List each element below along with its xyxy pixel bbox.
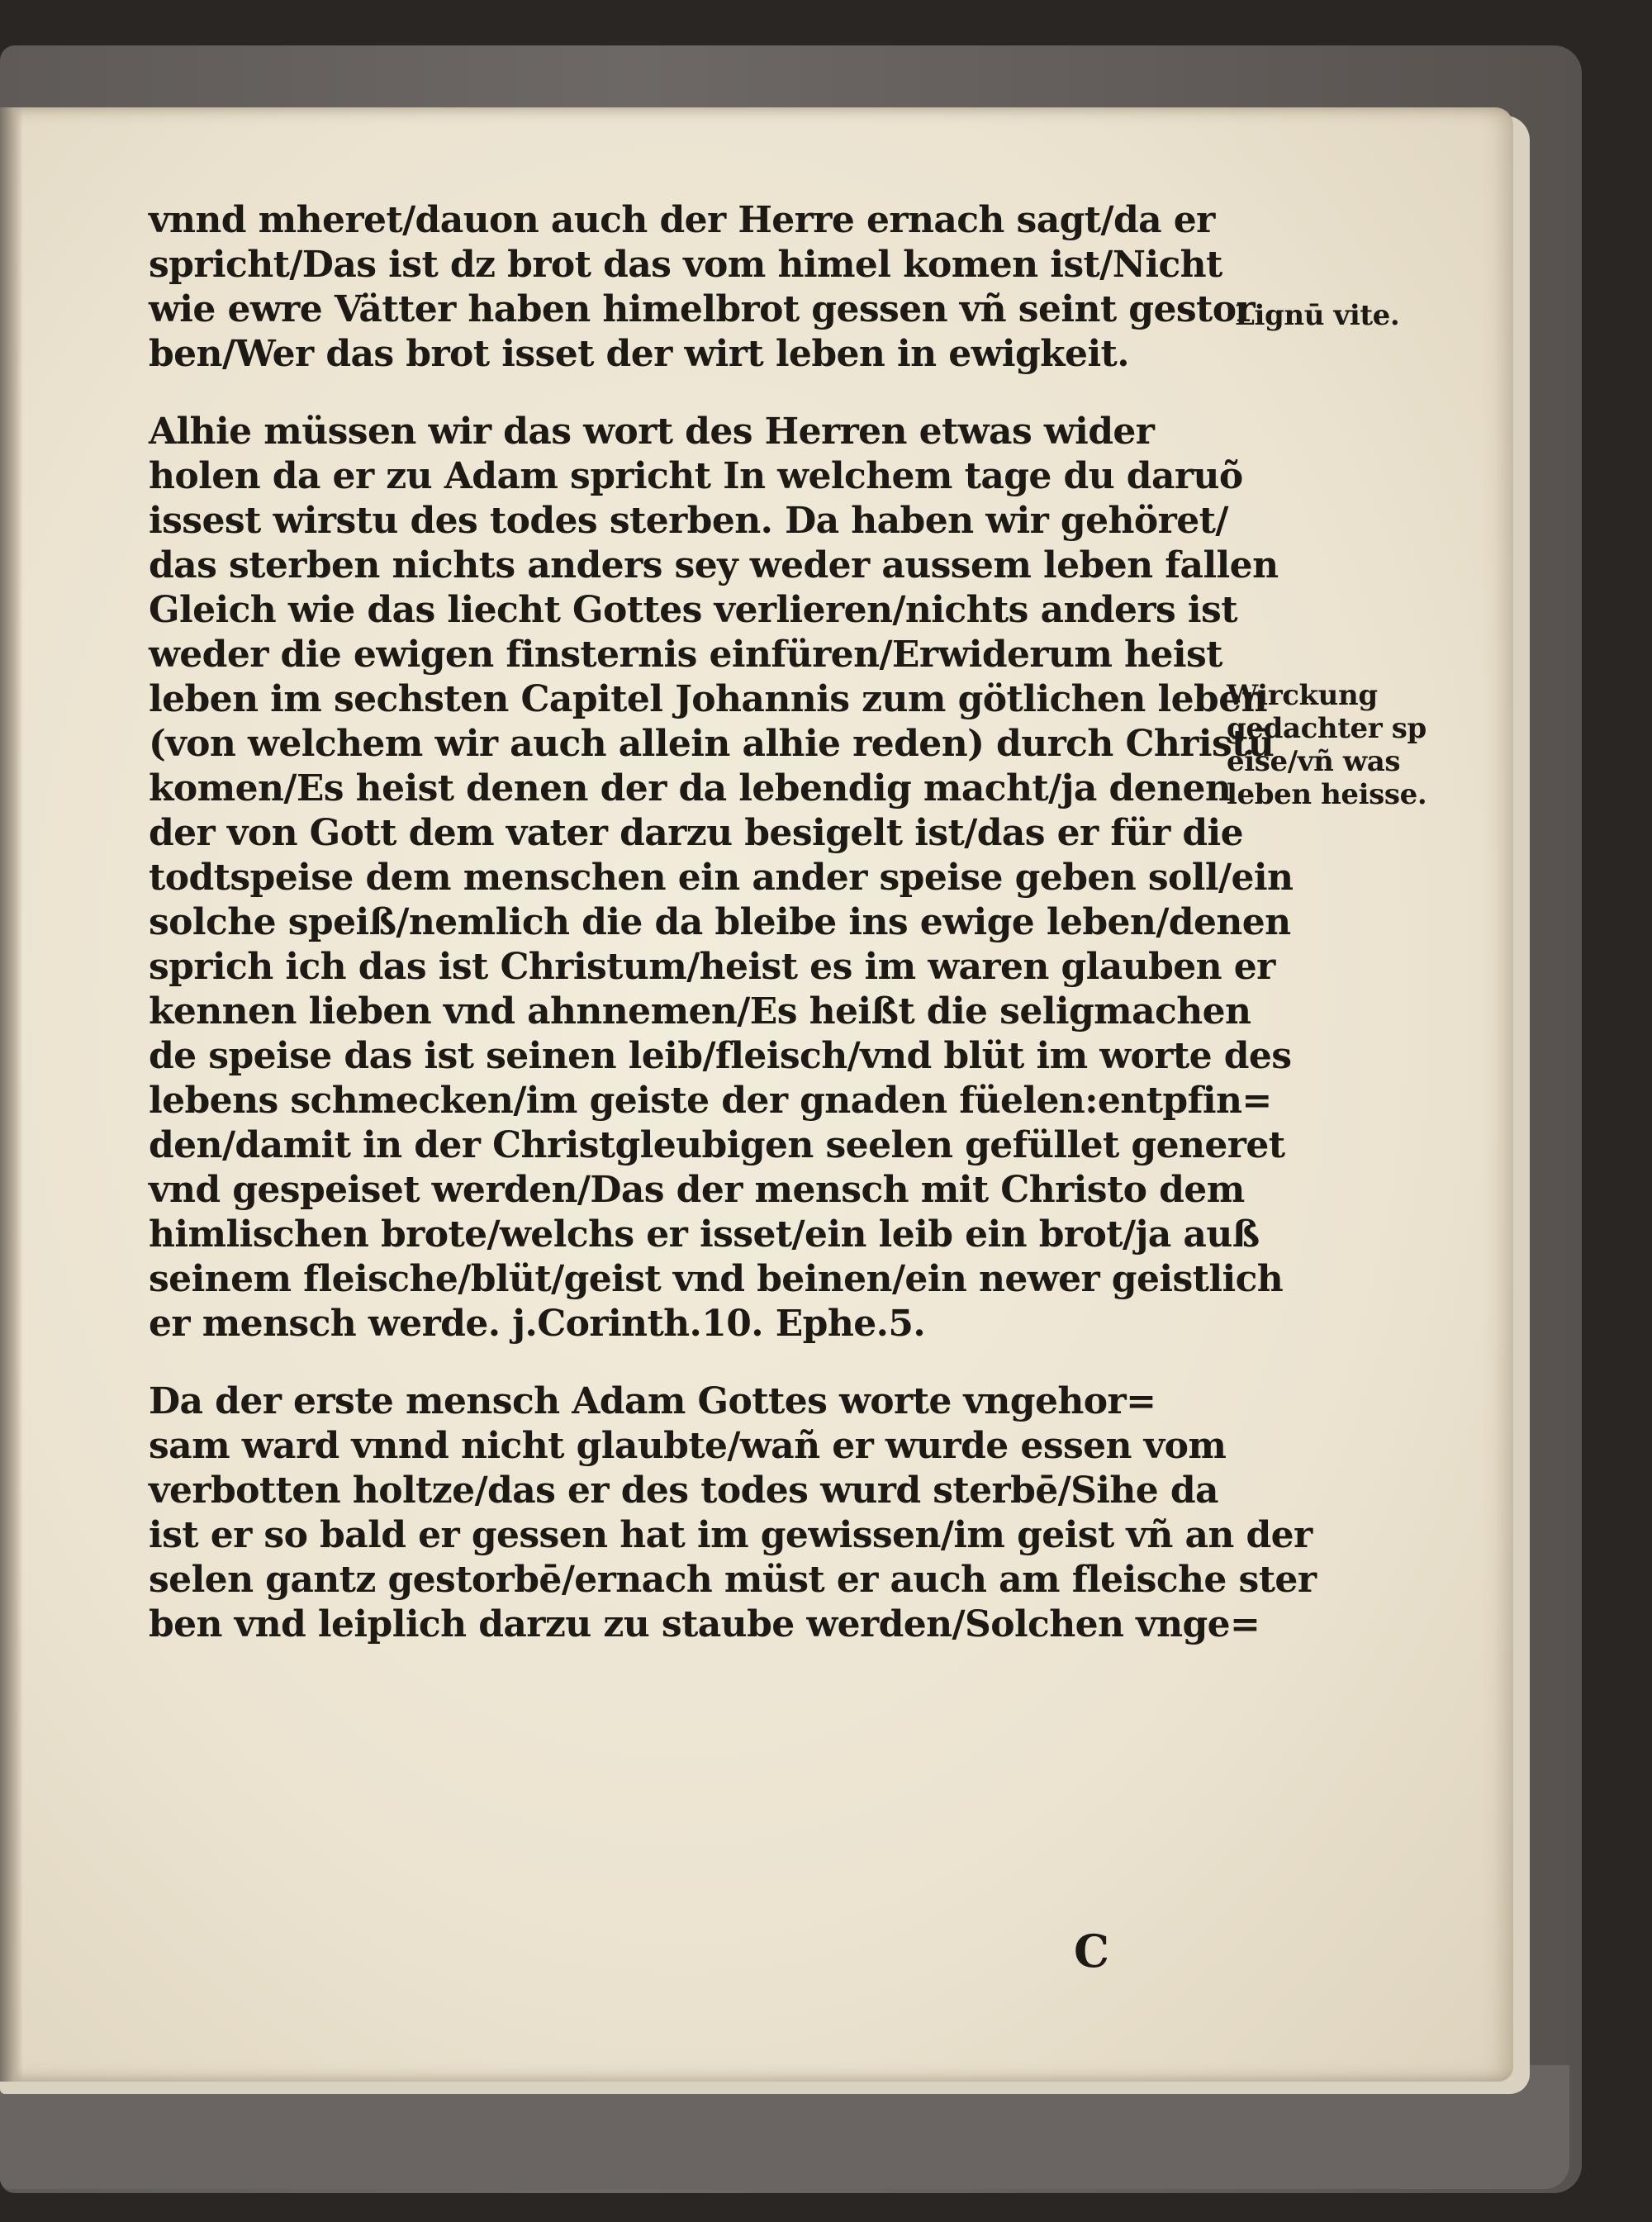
- margin-note-wirckung: [1227, 679, 1427, 811]
- margin-note-line: Lignū vite.: [1235, 299, 1400, 332]
- text-line: selen gantz gestorbē/ernach müst er auch am fleische ster: [149, 1559, 1317, 1601]
- text-line: Gleich wie das liecht Gottes verlieren/nichts anders ist: [149, 589, 1237, 631]
- text-line: ist er so bald er gessen hat im gewissen/im geist vñ an der: [149, 1514, 1313, 1556]
- page-gutter: [0, 107, 23, 2082]
- paragraph-gap: [149, 1346, 1222, 1379]
- text-line: Da der erste mensch Adam Gottes worte vngehor=: [149, 1380, 1156, 1422]
- margin-note-line: gedachter sp: [1227, 712, 1427, 745]
- text-line: komen/Es heist denen der da lebendig macht/ja denen: [149, 767, 1232, 810]
- text-line: leben im sechsten Capitel Johannis zum götlichen leben: [149, 678, 1267, 720]
- text-line: kennen lieben vnd ahnnemen/Es heißt die seligmachen: [149, 990, 1251, 1033]
- paragraph-gap: [149, 377, 1222, 410]
- text-line: Alhie müssen wir das wort des Herren etwas wider: [149, 411, 1155, 453]
- text-line: das sterben nichts anders sey weder aussem leben fallen: [149, 544, 1279, 586]
- text-line: lebens schmecken/im geiste der gnaden füelen:entpfin=: [149, 1080, 1272, 1122]
- margin-note-lignum-vite: [1235, 299, 1399, 332]
- text-line: holen da er zu Adam spricht In welchem tage du daruõ: [149, 455, 1243, 497]
- text-line: ben vnd leiplich darzu zu staube werden/Solchen vnge=: [149, 1603, 1260, 1645]
- text-line: seinem fleische/blüt/geist vnd beinen/ein newer geistlich: [149, 1258, 1284, 1300]
- margin-note-line: leben heisse.: [1227, 778, 1427, 811]
- text-line: vnd gespeiset werden/Das der mensch mit Christo dem: [149, 1169, 1245, 1211]
- text-line: er mensch werde. j.Corinth.10. Ephe.5.: [149, 1303, 926, 1345]
- text-line: solche speiß/nemlich die da bleibe ins ewige leben/denen: [149, 901, 1291, 943]
- text-line: spricht/Das ist dz brot das vom himel komen ist/Nicht: [149, 244, 1222, 286]
- text-line: todtspeise dem menschen ein ander speise geben soll/ein: [149, 857, 1294, 899]
- text-line: himlischen brote/welchs er isset/ein leib ein brot/ja auß: [149, 1213, 1260, 1256]
- text-line: verbotten holtze/das er des todes wurd sterbē/Sihe da: [149, 1469, 1218, 1512]
- text-line: (von welchem wir auch allein alhie reden) durch Christū: [149, 723, 1275, 765]
- text-line: ben/Wer das brot isset der wirt leben in ewigkeit.: [149, 333, 1130, 375]
- signature-mark: C: [1074, 1925, 1109, 1977]
- text-line: vnnd mheret/dauon auch der Herre ernach sagt/da er: [149, 199, 1215, 241]
- text-line: weder die ewigen finsternis einfüren/Erwiderum heist: [149, 634, 1222, 676]
- margin-note-line: Wirckung: [1227, 679, 1378, 712]
- margin-note-line: eise/vñ was: [1227, 745, 1401, 778]
- text-line: den/damit in der Christgleubigen seelen gefüllet generet: [149, 1124, 1285, 1166]
- text-line: sam ward vnnd nicht glaubte/wañ er wurde essen vom: [149, 1425, 1227, 1467]
- text-line: der von Gott dem vater darzu besigelt ist/das er für die: [149, 812, 1244, 854]
- text-line: issest wirstu des todes sterben. Da haben wir gehöret/: [149, 500, 1228, 542]
- text-line: wie ewre Vätter haben himelbrot gessen vñ seint gestor: [149, 288, 1256, 330]
- text-line: sprich ich das ist Christum/heist es im waren glauben er: [149, 946, 1275, 988]
- text-line: de speise das ist seinen leib/fleisch/vnd blüt im worte des: [149, 1035, 1292, 1077]
